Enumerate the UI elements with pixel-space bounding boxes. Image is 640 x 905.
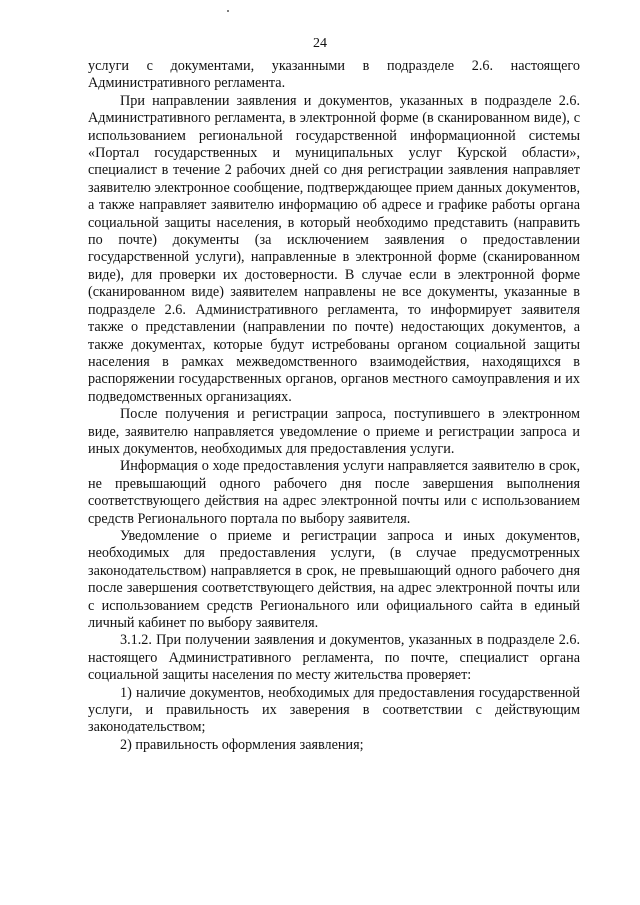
list-item-1: 1) наличие документов, необходимых для предоставления государственной услуги, и правильность их заверения в соответствии с действующим законодательством; bbox=[88, 684, 580, 736]
paragraph-continuation: услуги с документами, указанными в подразделе 2.6. настоящего Административного регламента. bbox=[88, 58, 580, 92]
paragraph-electronic-submission: При направлении заявления и документов, указанных в подразделе 2.6. Административного регламента, в электронной форме (в сканированном виде), с использованием региональной государственной информационной системы «Портал государственных и муниципальных услуг Курской области», специалист в течение 2 рабочих дней со дня регистрации заявления направляет заявителю электронное сообщение, подтверждающее прием данных документов, а также направляет заявителю информацию об адресе и графике работы органа социальной защиты населения, в который необходимо представить (направить по почте) документы (за исключением заявления о предоставлении государственной услуги), направленные в электронной форме (сканированном виде), для проверки их достоверности. В случае если в электронной форме (сканированном виде) заявителем направлены не все документы, указанные в подразделе 2.6. Административного регламента, то информирует заявителя также о представлении (направлении по почте) недостающих документов, а также документах, которые будут истребованы органом социальной защиты населения в рамках межведомственного взаимодействия, находящихся в распоряжении государственных органов, органов местного самоуправления и их подведомственных организациях. bbox=[88, 92, 580, 405]
list-item-2: 2) правильность оформления заявления; bbox=[120, 736, 364, 753]
paragraph-notification-receipt: После получения и регистрации запроса, поступившего в электронном виде, заявителю направляется уведомление о приеме и регистрации запроса и иных документов, необходимых для предоставления услуги. bbox=[88, 406, 580, 457]
scan-speck bbox=[227, 10, 229, 12]
paragraph-registration-notice: Уведомление о приеме и регистрации запроса и иных документов, необходимых для предоставления услуги, (в случае предусмотренных законодательством) направляется в срок, не превышающий одного рабочего дня после завершения соответствующего действия, на адрес электронной почты или с использованием средств Регионального или официального сайта в единый личный кабинет по выбору заявителя. bbox=[88, 527, 580, 631]
paragraph-progress-information: Информация о ходе предоставления услуги направляется заявителю в срок, не превышающий одного рабочего дня после завершения выполнения соответствующего действия на адрес электронной почты или с использованием средств Регионального портала по выбору заявителя. bbox=[88, 458, 580, 527]
document-body bbox=[88, 58, 580, 754]
page-number: 24 bbox=[313, 36, 327, 51]
paragraph-section-3-1-2: 3.1.2. При получении заявления и документов, указанных в подразделе 2.6. настоящего Административного регламента, по почте, специалист органа социальной защиты населения по месту жительства проверяет: bbox=[88, 632, 580, 684]
